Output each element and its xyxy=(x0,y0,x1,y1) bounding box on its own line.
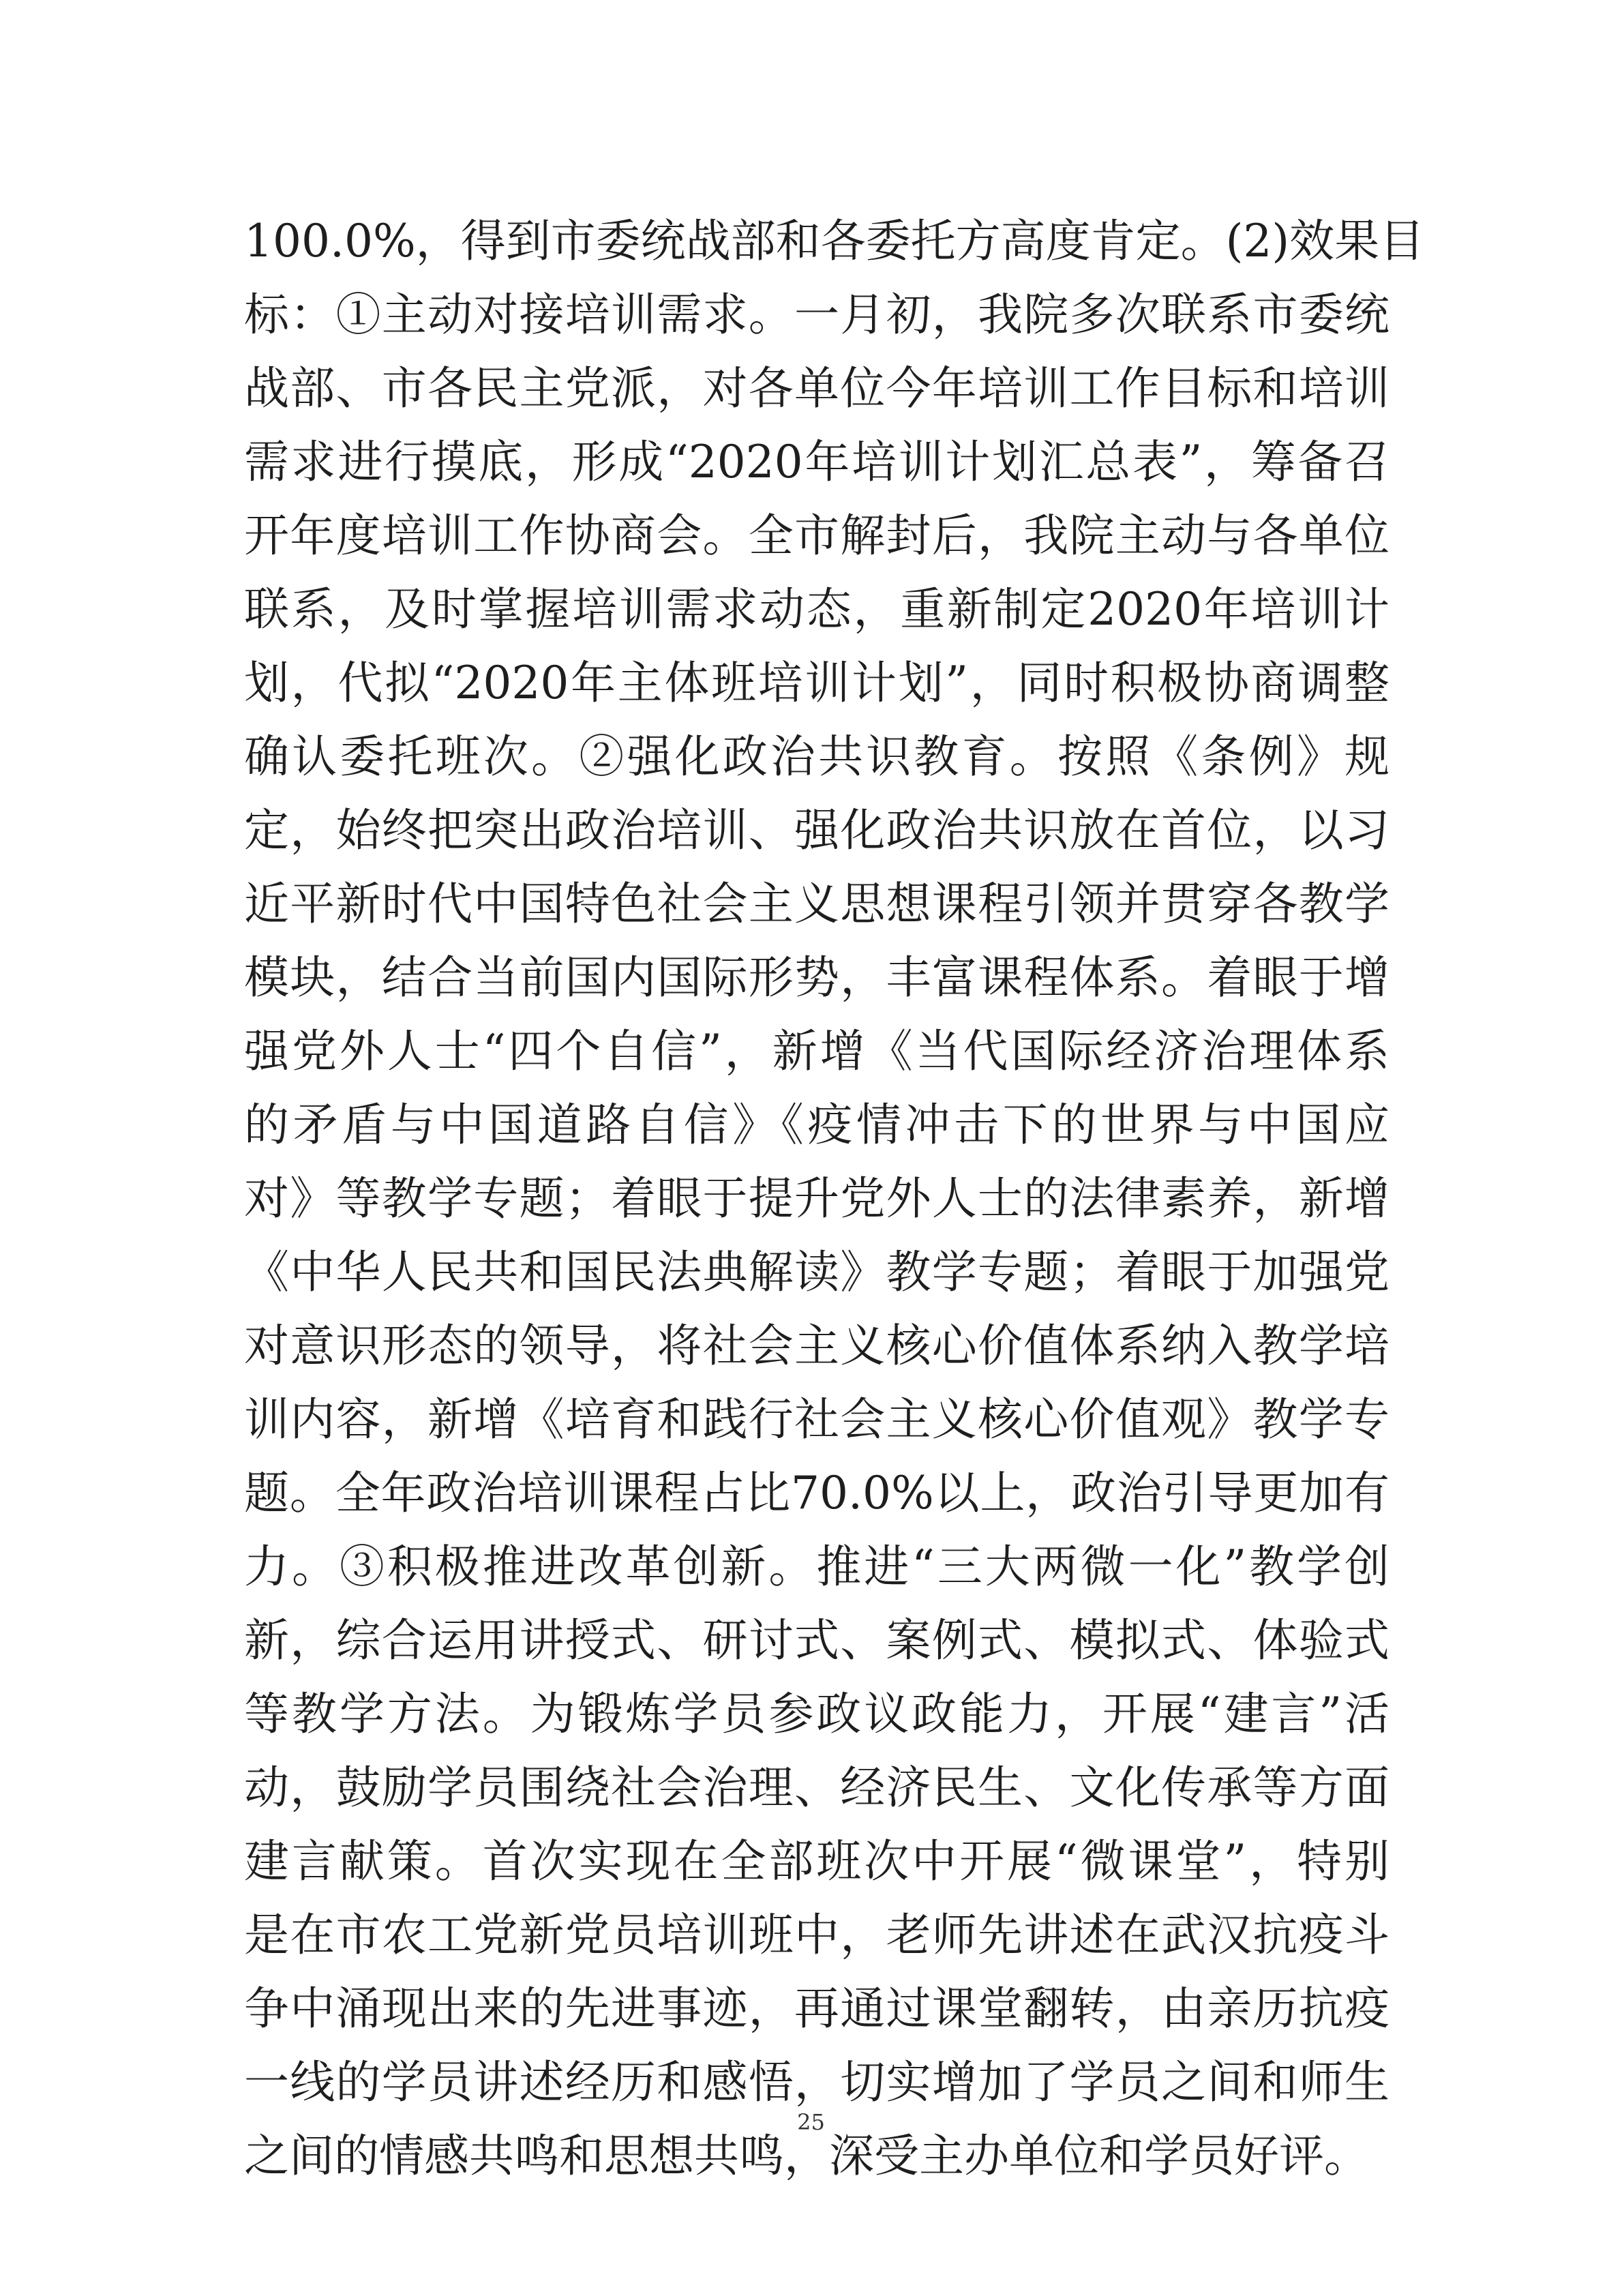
text-line: 训内容，新增《培育和践行社会主义核心价值观》教学专 xyxy=(244,1393,1390,1446)
text-line: 需求进行摸底，形成“2020年培训计划汇总表”，筹备召 xyxy=(244,436,1390,488)
text-line: 近平新时代中国特色社会主义思想课程引领并贯穿各教学 xyxy=(244,878,1390,930)
text-line: 题。全年政治培训课程占比70.0%以上，政治引导更加有 xyxy=(244,1467,1390,1519)
text-line: 模块，结合当前国内国际形势，丰富课程体系。着眼于增 xyxy=(244,951,1390,1004)
text-line: 定，始终把突出政治培训、强化政治共识放在首位，以习 xyxy=(244,804,1390,856)
text-line: 标：①主动对接培训需求。一月初，我院多次联系市委统 xyxy=(244,288,1390,341)
text-line: 战部、市各民主党派，对各单位今年培训工作目标和培训 xyxy=(244,362,1390,415)
body-text xyxy=(244,205,1425,2193)
page-number: 25 xyxy=(797,2109,825,2135)
text-line: 《中华人民共和国民法典解读》教学专题；着眼于加强党 xyxy=(244,1246,1390,1298)
text-line: 的矛盾与中国道路自信》《疫情冲击下的世界与中国应 xyxy=(244,1099,1390,1151)
text-line: 新，综合运用讲授式、研讨式、案例式、模拟式、体验式 xyxy=(244,1614,1390,1667)
text-line: 对》等教学专题；着眼于提升党外人士的法律素养，新增 xyxy=(244,1172,1390,1225)
text-line: 联系，及时掌握培训需求动态，重新制定2020年培训计 xyxy=(244,583,1390,636)
text-line: 强党外人士“四个自信”，新增《当代国际经济治理体系 xyxy=(244,1025,1390,1077)
text-line: 建言献策。首次实现在全部班次中开展“微课堂”，特别 xyxy=(244,1835,1390,1888)
text-line: 100.0%，得到市委统战部和各委托方高度肯定。(2)效果目 xyxy=(244,215,1425,267)
text-line: 动，鼓励学员围绕社会治理、经济民生、文化传承等方面 xyxy=(244,1761,1390,1814)
text-line: 之间的情感共鸣和思想共鸣，深受主办单位和学员好评。 xyxy=(244,2130,1369,2182)
text-line: 确认委托班次。②强化政治共识教育。按照《条例》规 xyxy=(244,730,1390,783)
text-line: 等教学方法。为锻炼学员参政议政能力，开展“建言”活 xyxy=(244,1688,1390,1740)
text-line: 力。③积极推进改革创新。推进“三大两微一化”教学创 xyxy=(244,1540,1390,1593)
text-line: 争中涌现出来的先进事迹，再通过课堂翻转，由亲历抗疫 xyxy=(244,1982,1390,2035)
text-line: 是在市农工党新党员培训班中，老师先讲述在武汉抗疫斗 xyxy=(244,1909,1390,1961)
text-line: 划，代拟“2020年主体班培训计划”，同时积极协商调整 xyxy=(244,657,1390,709)
text-line: 一线的学员讲述经历和感悟，切实增加了学员之间和师生 xyxy=(244,2056,1390,2108)
text-line: 开年度培训工作协商会。全市解封后，我院主动与各单位 xyxy=(244,509,1390,562)
text-line: 对意识形态的领导，将社会主义核心价值体系纳入教学培 xyxy=(244,1320,1390,1372)
